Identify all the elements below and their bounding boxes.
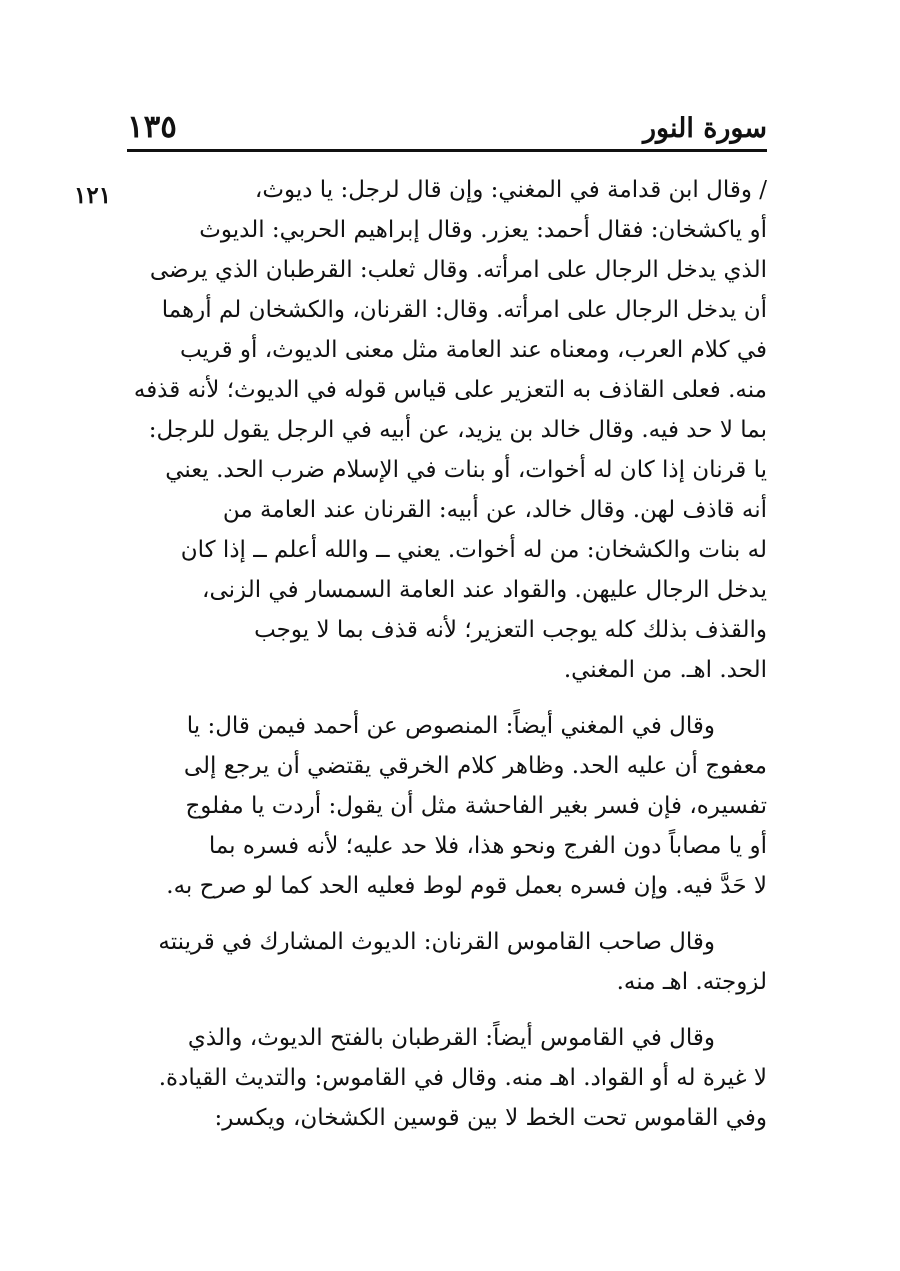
text-line: معفوج أن عليه الحد. وظاهر كلام الخرقي يقتضي أن يرجع إلى [183,753,767,779]
body-text [127,170,767,1210]
paragraph-2 [127,706,767,906]
text-line: الحد. اهـ. من المغني. [563,657,767,683]
text-line: / وقال ابن قدامة في المغني: وإن قال لرجل: يا ديوث، [254,177,767,203]
text-line: في كلام العرب، ومعناه عند العامة مثل معنى الديوث، أو قريب [179,337,767,363]
text-line: والقذف بذلك كله يوجب التعزير؛ لأنه قذف بما لا يوجب [254,617,767,643]
paragraph-4 [127,1018,767,1138]
margin-reference-number: ١٢١ [74,182,112,209]
text-line: يا قرنان إذا كان له أخوات، أو بنات في الإسلام ضرب الحد. يعني [165,457,767,483]
paragraph-gap [127,1002,767,1018]
text-line: أو يا مصاباً دون الفرج ونحو هذا، فلا حد عليه؛ لأنه فسره بما [208,833,767,859]
page-header [127,104,767,150]
text-line: وفي القاموس تحت الخط لا بين قوسين الكشخان، ويكسر: [214,1105,767,1131]
text-line: لا غيرة له أو القواد. اهـ منه. وقال في القاموس: والتديث القيادة. [158,1065,767,1091]
text-line: أن يدخل الرجال على امرأته. وقال: القرنان، والكشخان لم أرهما [161,297,767,323]
text-line: منه. فعلى القاذف به التعزير على قياس قوله في الديوث؛ لأنه قذفه [133,377,767,403]
paragraph-gap [127,906,767,922]
text-line: الذي يدخل الرجال على امرأته. وقال ثعلب: القرطبان الذي يرضى [149,257,767,283]
text-line: أنه قاذف لهن. وقال خالد، عن أبيه: القرنان عند العامة من [222,497,767,523]
text-line: وقال في القاموس أيضاً: القرطبان بالفتح الديوث، والذي [187,1025,715,1051]
text-line: بما لا حد فيه. وقال خالد بن يزيد، عن أبيه في الرجل يقول للرجل: [148,417,767,443]
text-line: يدخل الرجال عليهن. والقواد عند العامة السمسار في الزنى، [202,577,767,603]
text-line: له بنات والكشخان: من له أخوات. يعني ــ والله أعلم ــ إذا كان [180,537,767,563]
text-line: أو ياكشخان: فقال أحمد: يعزر. وقال إبراهيم الحربي: الديوث [199,217,767,243]
text-line: وقال صاحب القاموس القرنان: الديوث المشارك في قرينته [158,929,715,955]
text-line: وقال في المغني أيضاً: المنصوص عن أحمد فيمن قال: يا [186,713,715,739]
text-line: لزوجته. اهـ منه. [616,969,767,995]
page-number: ١٣٥ [127,109,177,145]
paragraph-gap [127,690,767,706]
running-title: سورة النور [642,113,767,144]
text-line: لا حَدَّ فيه. وإن فسره بعمل قوم لوط فعليه الحد كما لو صرح به. [166,873,767,899]
paragraph-1 [127,170,767,690]
paragraph-3 [127,922,767,1002]
header-rule [127,149,767,152]
text-line: تفسيره، فإن فسر بغير الفاحشة مثل أن يقول: أردت يا مفلوج [185,793,767,819]
